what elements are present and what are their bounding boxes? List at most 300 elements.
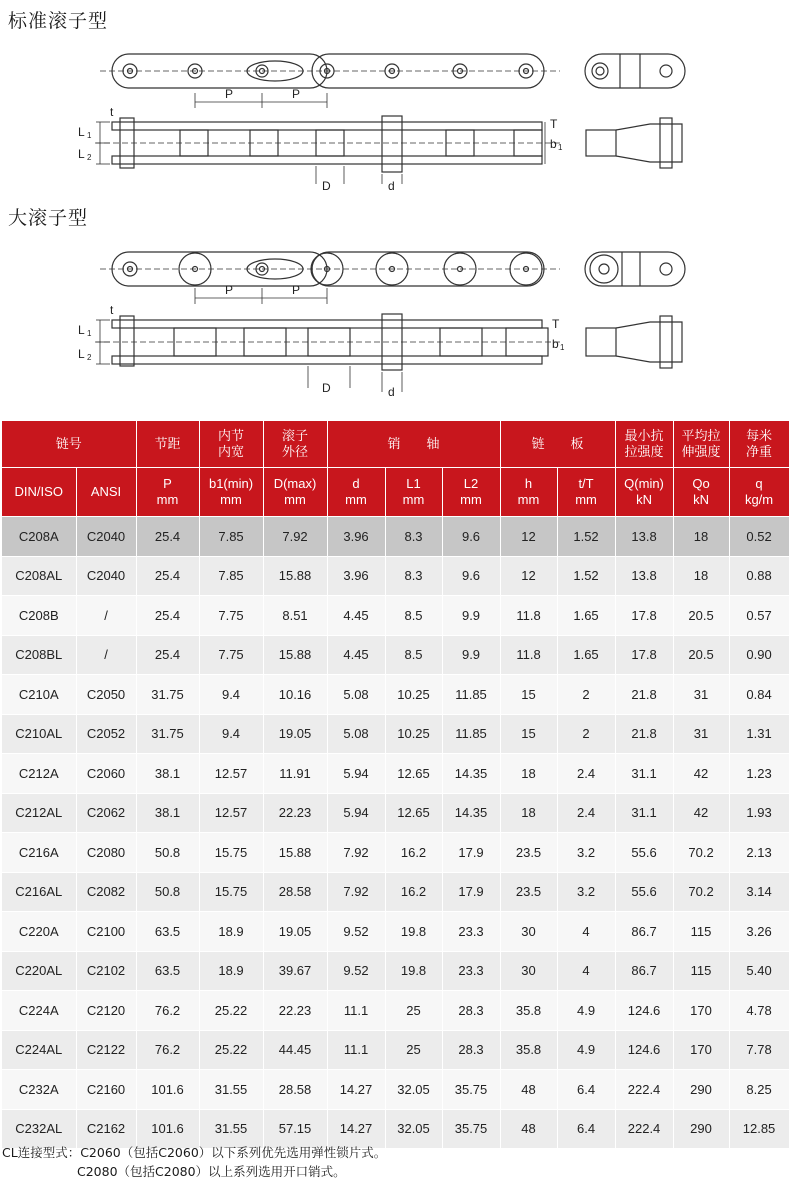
column-unit: kN	[636, 492, 652, 507]
b1-label-2: b	[552, 337, 559, 351]
table-cell-ansi: C2082	[76, 872, 136, 912]
table-cell-q: 2.13	[729, 833, 789, 873]
header-weight: 每米 净重	[729, 421, 789, 468]
table-row	[2, 556, 789, 596]
table-cell-l2: 11.85	[442, 675, 500, 715]
l1-sub-2: 1	[87, 329, 92, 338]
table-cell-h: 12	[500, 556, 557, 596]
table-cell-D: 44.45	[263, 1030, 327, 1070]
table-cell-d: 7.92	[327, 833, 385, 873]
l1-sub: 1	[87, 131, 92, 140]
table-cell-din: C216A	[2, 833, 76, 873]
pitch-label-4: P	[292, 283, 301, 297]
table-cell-d: 3.96	[327, 556, 385, 596]
table-cell-h: 30	[500, 951, 557, 991]
table-cell-din: C216AL	[2, 872, 76, 912]
table-cell-l2: 35.75	[442, 1070, 500, 1110]
table-cell-h: 11.8	[500, 635, 557, 675]
column-symbol: h	[524, 476, 533, 491]
table-cell-ansi: C2040	[76, 556, 136, 596]
table-cell-q: 0.52	[729, 517, 789, 557]
column-unit: kg/m	[744, 492, 774, 507]
column-header-q_min	[615, 468, 673, 517]
table-row	[2, 714, 789, 754]
column-unit: mm	[460, 492, 482, 507]
table-cell-h: 18	[500, 793, 557, 833]
table-cell-q_min: 21.8	[615, 714, 673, 754]
table-cell-qo: 20.5	[673, 596, 729, 636]
pitch-label-3: P	[225, 283, 234, 297]
column-symbol: b1(min)	[208, 476, 254, 491]
column-header-ansi	[76, 468, 136, 517]
table-cell-l2: 9.6	[442, 556, 500, 596]
l2-sub: 2	[87, 153, 92, 162]
table-cell-qo: 70.2	[673, 833, 729, 873]
table-cell-b1: 9.4	[199, 714, 263, 754]
column-header-D	[263, 468, 327, 517]
table-cell-q_min: 222.4	[615, 1109, 673, 1149]
table-cell-b1: 9.4	[199, 675, 263, 715]
table-cell-ansi: C2120	[76, 991, 136, 1031]
column-symbol: L1	[406, 476, 421, 491]
table-cell-b1: 7.75	[199, 596, 263, 636]
table-cell-D: 19.05	[263, 714, 327, 754]
table-cell-p: 101.6	[136, 1109, 199, 1149]
table-cell-q_min: 13.8	[615, 517, 673, 557]
table-cell-din: C232A	[2, 1070, 76, 1110]
table-cell-tT: 1.65	[557, 596, 615, 636]
footnote-line-1: CL连接型式：C2060（包括C2060）以下系列优先选用弹性锁片式。	[2, 1145, 387, 1160]
table-cell-q_min: 17.8	[615, 635, 673, 675]
column-header-d	[327, 468, 385, 517]
table-cell-p: 25.4	[136, 635, 199, 675]
table-cell-l1: 19.8	[385, 912, 442, 952]
column-header-h	[500, 468, 557, 517]
table-row	[2, 754, 789, 794]
table-cell-p: 25.4	[136, 596, 199, 636]
spec-table-body	[2, 517, 789, 1149]
table-cell-ansi: C2162	[76, 1109, 136, 1149]
table-cell-h: 12	[500, 517, 557, 557]
header-avg-tensile: 平均拉 伸强度	[673, 421, 729, 468]
table-cell-b1: 12.57	[199, 793, 263, 833]
table-cell-b1: 18.9	[199, 951, 263, 991]
table-cell-h: 11.8	[500, 596, 557, 636]
header-roller-dia: 滚子 外径	[263, 421, 327, 468]
table-cell-din: C208A	[2, 517, 76, 557]
b1-sub-2: 1	[560, 343, 565, 352]
table-cell-qo: 18	[673, 556, 729, 596]
table-cell-qo: 42	[673, 793, 729, 833]
table-cell-h: 48	[500, 1109, 557, 1149]
standard-roller-diagram	[0, 38, 790, 198]
column-header-din	[2, 468, 76, 517]
table-cell-ansi: C2122	[76, 1030, 136, 1070]
column-header-l2	[442, 468, 500, 517]
table-cell-q: 0.90	[729, 635, 789, 675]
table-cell-q_min: 31.1	[615, 754, 673, 794]
table-cell-q_min: 222.4	[615, 1070, 673, 1110]
table-cell-d: 9.52	[327, 951, 385, 991]
table-cell-q: 7.78	[729, 1030, 789, 1070]
table-cell-l1: 16.2	[385, 833, 442, 873]
table-cell-l2: 9.9	[442, 596, 500, 636]
table-cell-q_min: 86.7	[615, 951, 673, 991]
table-cell-q_min: 55.6	[615, 872, 673, 912]
table-cell-q_min: 21.8	[615, 675, 673, 715]
column-symbol: D(max)	[273, 476, 317, 491]
b1-label: b	[550, 137, 557, 151]
table-cell-tT: 1.52	[557, 556, 615, 596]
table-cell-din: C210A	[2, 675, 76, 715]
table-cell-qo: 290	[673, 1109, 729, 1149]
table-cell-qo: 115	[673, 951, 729, 991]
table-row	[2, 912, 789, 952]
table-cell-q_min: 13.8	[615, 556, 673, 596]
table-cell-qo: 290	[673, 1070, 729, 1110]
table-cell-h: 23.5	[500, 833, 557, 873]
table-cell-l1: 8.3	[385, 556, 442, 596]
table-cell-tT: 1.65	[557, 635, 615, 675]
table-cell-h: 23.5	[500, 872, 557, 912]
table-cell-tT: 2	[557, 675, 615, 715]
table-cell-tT: 4	[557, 912, 615, 952]
table-cell-D: 28.58	[263, 872, 327, 912]
table-cell-l1: 10.25	[385, 714, 442, 754]
table-cell-q_min: 55.6	[615, 833, 673, 873]
table-cell-din: C232AL	[2, 1109, 76, 1149]
table-cell-q_min: 124.6	[615, 991, 673, 1031]
table-row	[2, 951, 789, 991]
T-label-2: T	[552, 317, 560, 331]
table-cell-h: 15	[500, 675, 557, 715]
column-unit: mm	[284, 492, 306, 507]
large-roller-title: 大滚子型	[8, 207, 89, 229]
table-cell-tT: 4.9	[557, 1030, 615, 1070]
table-cell-tT: 6.4	[557, 1109, 615, 1149]
D-label-2: D	[322, 381, 331, 395]
standard-roller-title: 标准滚子型	[8, 10, 109, 32]
b1-sub: 1	[558, 143, 563, 152]
header-chain-no: 链号	[2, 421, 136, 468]
table-cell-b1: 15.75	[199, 872, 263, 912]
large-chain-drawing	[0, 236, 790, 401]
table-cell-b1: 12.57	[199, 754, 263, 794]
t-label-2: t	[110, 303, 114, 317]
header-row-groups	[2, 421, 789, 468]
column-symbol: t/T	[578, 476, 594, 491]
table-cell-qo: 170	[673, 991, 729, 1031]
table-cell-ansi: /	[76, 596, 136, 636]
table-cell-D: 10.16	[263, 675, 327, 715]
table-cell-tT: 3.2	[557, 872, 615, 912]
column-header-b1	[199, 468, 263, 517]
table-cell-l2: 28.3	[442, 991, 500, 1031]
table-cell-l1: 16.2	[385, 872, 442, 912]
table-cell-q_min: 17.8	[615, 596, 673, 636]
table-cell-l2: 23.3	[442, 951, 500, 991]
header-pin: 销 轴	[327, 421, 500, 468]
table-cell-p: 76.2	[136, 1030, 199, 1070]
table-cell-D: 8.51	[263, 596, 327, 636]
table-cell-h: 15	[500, 714, 557, 754]
table-cell-d: 5.08	[327, 675, 385, 715]
header-pitch: 节距	[136, 421, 199, 468]
table-cell-l1: 12.65	[385, 754, 442, 794]
table-cell-din: C208AL	[2, 556, 76, 596]
table-cell-din: C212AL	[2, 793, 76, 833]
table-cell-q_min: 86.7	[615, 912, 673, 952]
table-cell-din: C208B	[2, 596, 76, 636]
column-symbol: P	[163, 476, 172, 491]
table-cell-q: 3.26	[729, 912, 789, 952]
column-header-tT	[557, 468, 615, 517]
table-cell-b1: 25.22	[199, 991, 263, 1031]
table-cell-b1: 31.55	[199, 1109, 263, 1149]
table-cell-qo: 18	[673, 517, 729, 557]
column-symbol: d	[352, 476, 360, 491]
table-cell-d: 3.96	[327, 517, 385, 557]
table-cell-l2: 17.9	[442, 872, 500, 912]
d-label-2: d	[388, 385, 395, 399]
table-row	[2, 517, 789, 557]
table-cell-din: C224A	[2, 991, 76, 1031]
table-cell-h: 48	[500, 1070, 557, 1110]
l2-label: L	[78, 147, 85, 161]
pitch-label-2: P	[292, 87, 301, 101]
table-cell-din: C224AL	[2, 1030, 76, 1070]
table-cell-d: 9.52	[327, 912, 385, 952]
table-cell-din: C220A	[2, 912, 76, 952]
header-min-tensile: 最小抗 拉强度	[615, 421, 673, 468]
table-cell-ansi: C2100	[76, 912, 136, 952]
T-label: T	[550, 117, 558, 131]
table-cell-l1: 25	[385, 1030, 442, 1070]
l2-label-2: L	[78, 347, 85, 361]
table-cell-l1: 8.5	[385, 596, 442, 636]
table-cell-tT: 2.4	[557, 793, 615, 833]
table-cell-l2: 14.35	[442, 754, 500, 794]
column-header-qo	[673, 468, 729, 517]
table-cell-D: 28.58	[263, 1070, 327, 1110]
table-cell-q: 5.40	[729, 951, 789, 991]
table-cell-b1: 7.85	[199, 517, 263, 557]
table-cell-p: 50.8	[136, 833, 199, 873]
table-cell-D: 15.88	[263, 833, 327, 873]
table-cell-l2: 14.35	[442, 793, 500, 833]
column-unit: mm	[517, 492, 540, 507]
table-row	[2, 635, 789, 675]
table-cell-D: 19.05	[263, 912, 327, 952]
table-cell-D: 22.23	[263, 793, 327, 833]
column-symbol: DIN/ISO	[14, 484, 63, 499]
table-cell-ansi: C2050	[76, 675, 136, 715]
table-cell-h: 30	[500, 912, 557, 952]
table-cell-p: 25.4	[136, 556, 199, 596]
table-cell-ansi: C2102	[76, 951, 136, 991]
table-cell-q: 1.93	[729, 793, 789, 833]
table-cell-D: 7.92	[263, 517, 327, 557]
table-cell-q: 0.84	[729, 675, 789, 715]
column-symbol: Qo	[692, 476, 710, 491]
table-cell-q: 12.85	[729, 1109, 789, 1149]
table-cell-h: 35.8	[500, 991, 557, 1031]
table-cell-tT: 2	[557, 714, 615, 754]
header-row-units	[2, 468, 789, 517]
column-header-l1	[385, 468, 442, 517]
table-cell-b1: 7.85	[199, 556, 263, 596]
table-cell-ansi: /	[76, 635, 136, 675]
table-cell-ansi: C2052	[76, 714, 136, 754]
table-cell-p: 50.8	[136, 872, 199, 912]
table-cell-ansi: C2040	[76, 517, 136, 557]
table-cell-l2: 9.9	[442, 635, 500, 675]
column-symbol: ANSI	[90, 484, 122, 499]
table-cell-D: 15.88	[263, 635, 327, 675]
D-label: D	[322, 179, 331, 193]
table-cell-d: 5.08	[327, 714, 385, 754]
table-row	[2, 991, 789, 1031]
l1-label: L	[78, 125, 85, 139]
table-cell-ansi: C2062	[76, 793, 136, 833]
table-cell-h: 18	[500, 754, 557, 794]
table-cell-l2: 35.75	[442, 1109, 500, 1149]
table-cell-l1: 19.8	[385, 951, 442, 991]
l1-label-2: L	[78, 323, 85, 337]
table-cell-d: 4.45	[327, 596, 385, 636]
table-cell-d: 11.1	[327, 1030, 385, 1070]
table-cell-D: 57.15	[263, 1109, 327, 1149]
large-roller-diagram	[0, 236, 790, 401]
table-cell-h: 35.8	[500, 1030, 557, 1070]
table-cell-qo: 31	[673, 675, 729, 715]
table-row	[2, 596, 789, 636]
table-row	[2, 675, 789, 715]
table-cell-l2: 11.85	[442, 714, 500, 754]
table-cell-p: 63.5	[136, 951, 199, 991]
table-cell-qo: 170	[673, 1030, 729, 1070]
table-cell-l2: 23.3	[442, 912, 500, 952]
table-cell-l1: 8.5	[385, 635, 442, 675]
table-cell-din: C220AL	[2, 951, 76, 991]
table-cell-q: 0.88	[729, 556, 789, 596]
table-cell-d: 14.27	[327, 1109, 385, 1149]
table-cell-l1: 25	[385, 991, 442, 1031]
table-cell-p: 63.5	[136, 912, 199, 952]
table-row	[2, 833, 789, 873]
table-cell-ansi: C2080	[76, 833, 136, 873]
table-cell-p: 38.1	[136, 754, 199, 794]
table-cell-d: 11.1	[327, 991, 385, 1031]
table-cell-p: 25.4	[136, 517, 199, 557]
table-cell-tT: 4	[557, 951, 615, 991]
column-unit: mm	[220, 492, 242, 507]
column-symbol: q	[755, 476, 763, 491]
table-cell-ansi: C2160	[76, 1070, 136, 1110]
table-cell-l1: 8.3	[385, 517, 442, 557]
column-header-q	[729, 468, 789, 517]
table-cell-D: 15.88	[263, 556, 327, 596]
column-unit: kN	[693, 492, 709, 507]
table-cell-ansi: C2060	[76, 754, 136, 794]
header-plate: 链 板	[500, 421, 615, 468]
table-cell-tT: 4.9	[557, 991, 615, 1031]
table-cell-p: 31.75	[136, 675, 199, 715]
table-row	[2, 1030, 789, 1070]
table-cell-l1: 12.65	[385, 793, 442, 833]
table-cell-b1: 15.75	[199, 833, 263, 873]
table-cell-D: 22.23	[263, 991, 327, 1031]
table-cell-p: 38.1	[136, 793, 199, 833]
table-cell-d: 4.45	[327, 635, 385, 675]
table-cell-p: 31.75	[136, 714, 199, 754]
table-cell-D: 11.91	[263, 754, 327, 794]
table-cell-tT: 2.4	[557, 754, 615, 794]
table-cell-q: 0.57	[729, 596, 789, 636]
table-row	[2, 793, 789, 833]
table-cell-l1: 32.05	[385, 1070, 442, 1110]
table-cell-b1: 31.55	[199, 1070, 263, 1110]
table-cell-qo: 42	[673, 754, 729, 794]
table-cell-q: 4.78	[729, 991, 789, 1031]
column-unit: mm	[575, 492, 597, 507]
d-label: d	[388, 179, 395, 193]
table-cell-tT: 1.52	[557, 517, 615, 557]
table-row	[2, 1070, 789, 1110]
table-cell-l2: 9.6	[442, 517, 500, 557]
column-unit: mm	[345, 492, 367, 507]
table-cell-q: 3.14	[729, 872, 789, 912]
table-cell-d: 7.92	[327, 872, 385, 912]
table-cell-p: 101.6	[136, 1070, 199, 1110]
table-cell-p: 76.2	[136, 991, 199, 1031]
table-cell-tT: 3.2	[557, 833, 615, 873]
pitch-label-1: P	[225, 87, 234, 101]
table-cell-din: C210AL	[2, 714, 76, 754]
table-cell-b1: 18.9	[199, 912, 263, 952]
table-row	[2, 872, 789, 912]
column-unit: mm	[402, 492, 425, 507]
table-cell-D: 39.67	[263, 951, 327, 991]
column-header-p	[136, 468, 199, 517]
table-cell-qo: 70.2	[673, 872, 729, 912]
header-inner-width: 内节 内宽	[199, 421, 263, 468]
standard-chain-drawing	[0, 38, 790, 198]
table-cell-b1: 7.75	[199, 635, 263, 675]
table-cell-q_min: 31.1	[615, 793, 673, 833]
table-cell-l2: 28.3	[442, 1030, 500, 1070]
table-cell-qo: 20.5	[673, 635, 729, 675]
table-cell-q: 8.25	[729, 1070, 789, 1110]
table-cell-d: 14.27	[327, 1070, 385, 1110]
spec-table	[2, 421, 790, 1149]
column-unit: mm	[156, 492, 179, 507]
table-cell-q_min: 124.6	[615, 1030, 673, 1070]
column-symbol: Q(min)	[624, 476, 664, 491]
table-cell-qo: 115	[673, 912, 729, 952]
table-cell-l1: 32.05	[385, 1109, 442, 1149]
table-cell-din: C212A	[2, 754, 76, 794]
table-cell-d: 5.94	[327, 793, 385, 833]
table-cell-tT: 6.4	[557, 1070, 615, 1110]
table-cell-din: C208BL	[2, 635, 76, 675]
table-cell-l2: 17.9	[442, 833, 500, 873]
table-cell-d: 5.94	[327, 754, 385, 794]
t-label: t	[110, 105, 114, 119]
table-cell-l1: 10.25	[385, 675, 442, 715]
column-symbol: L2	[463, 476, 479, 491]
table-cell-b1: 25.22	[199, 1030, 263, 1070]
